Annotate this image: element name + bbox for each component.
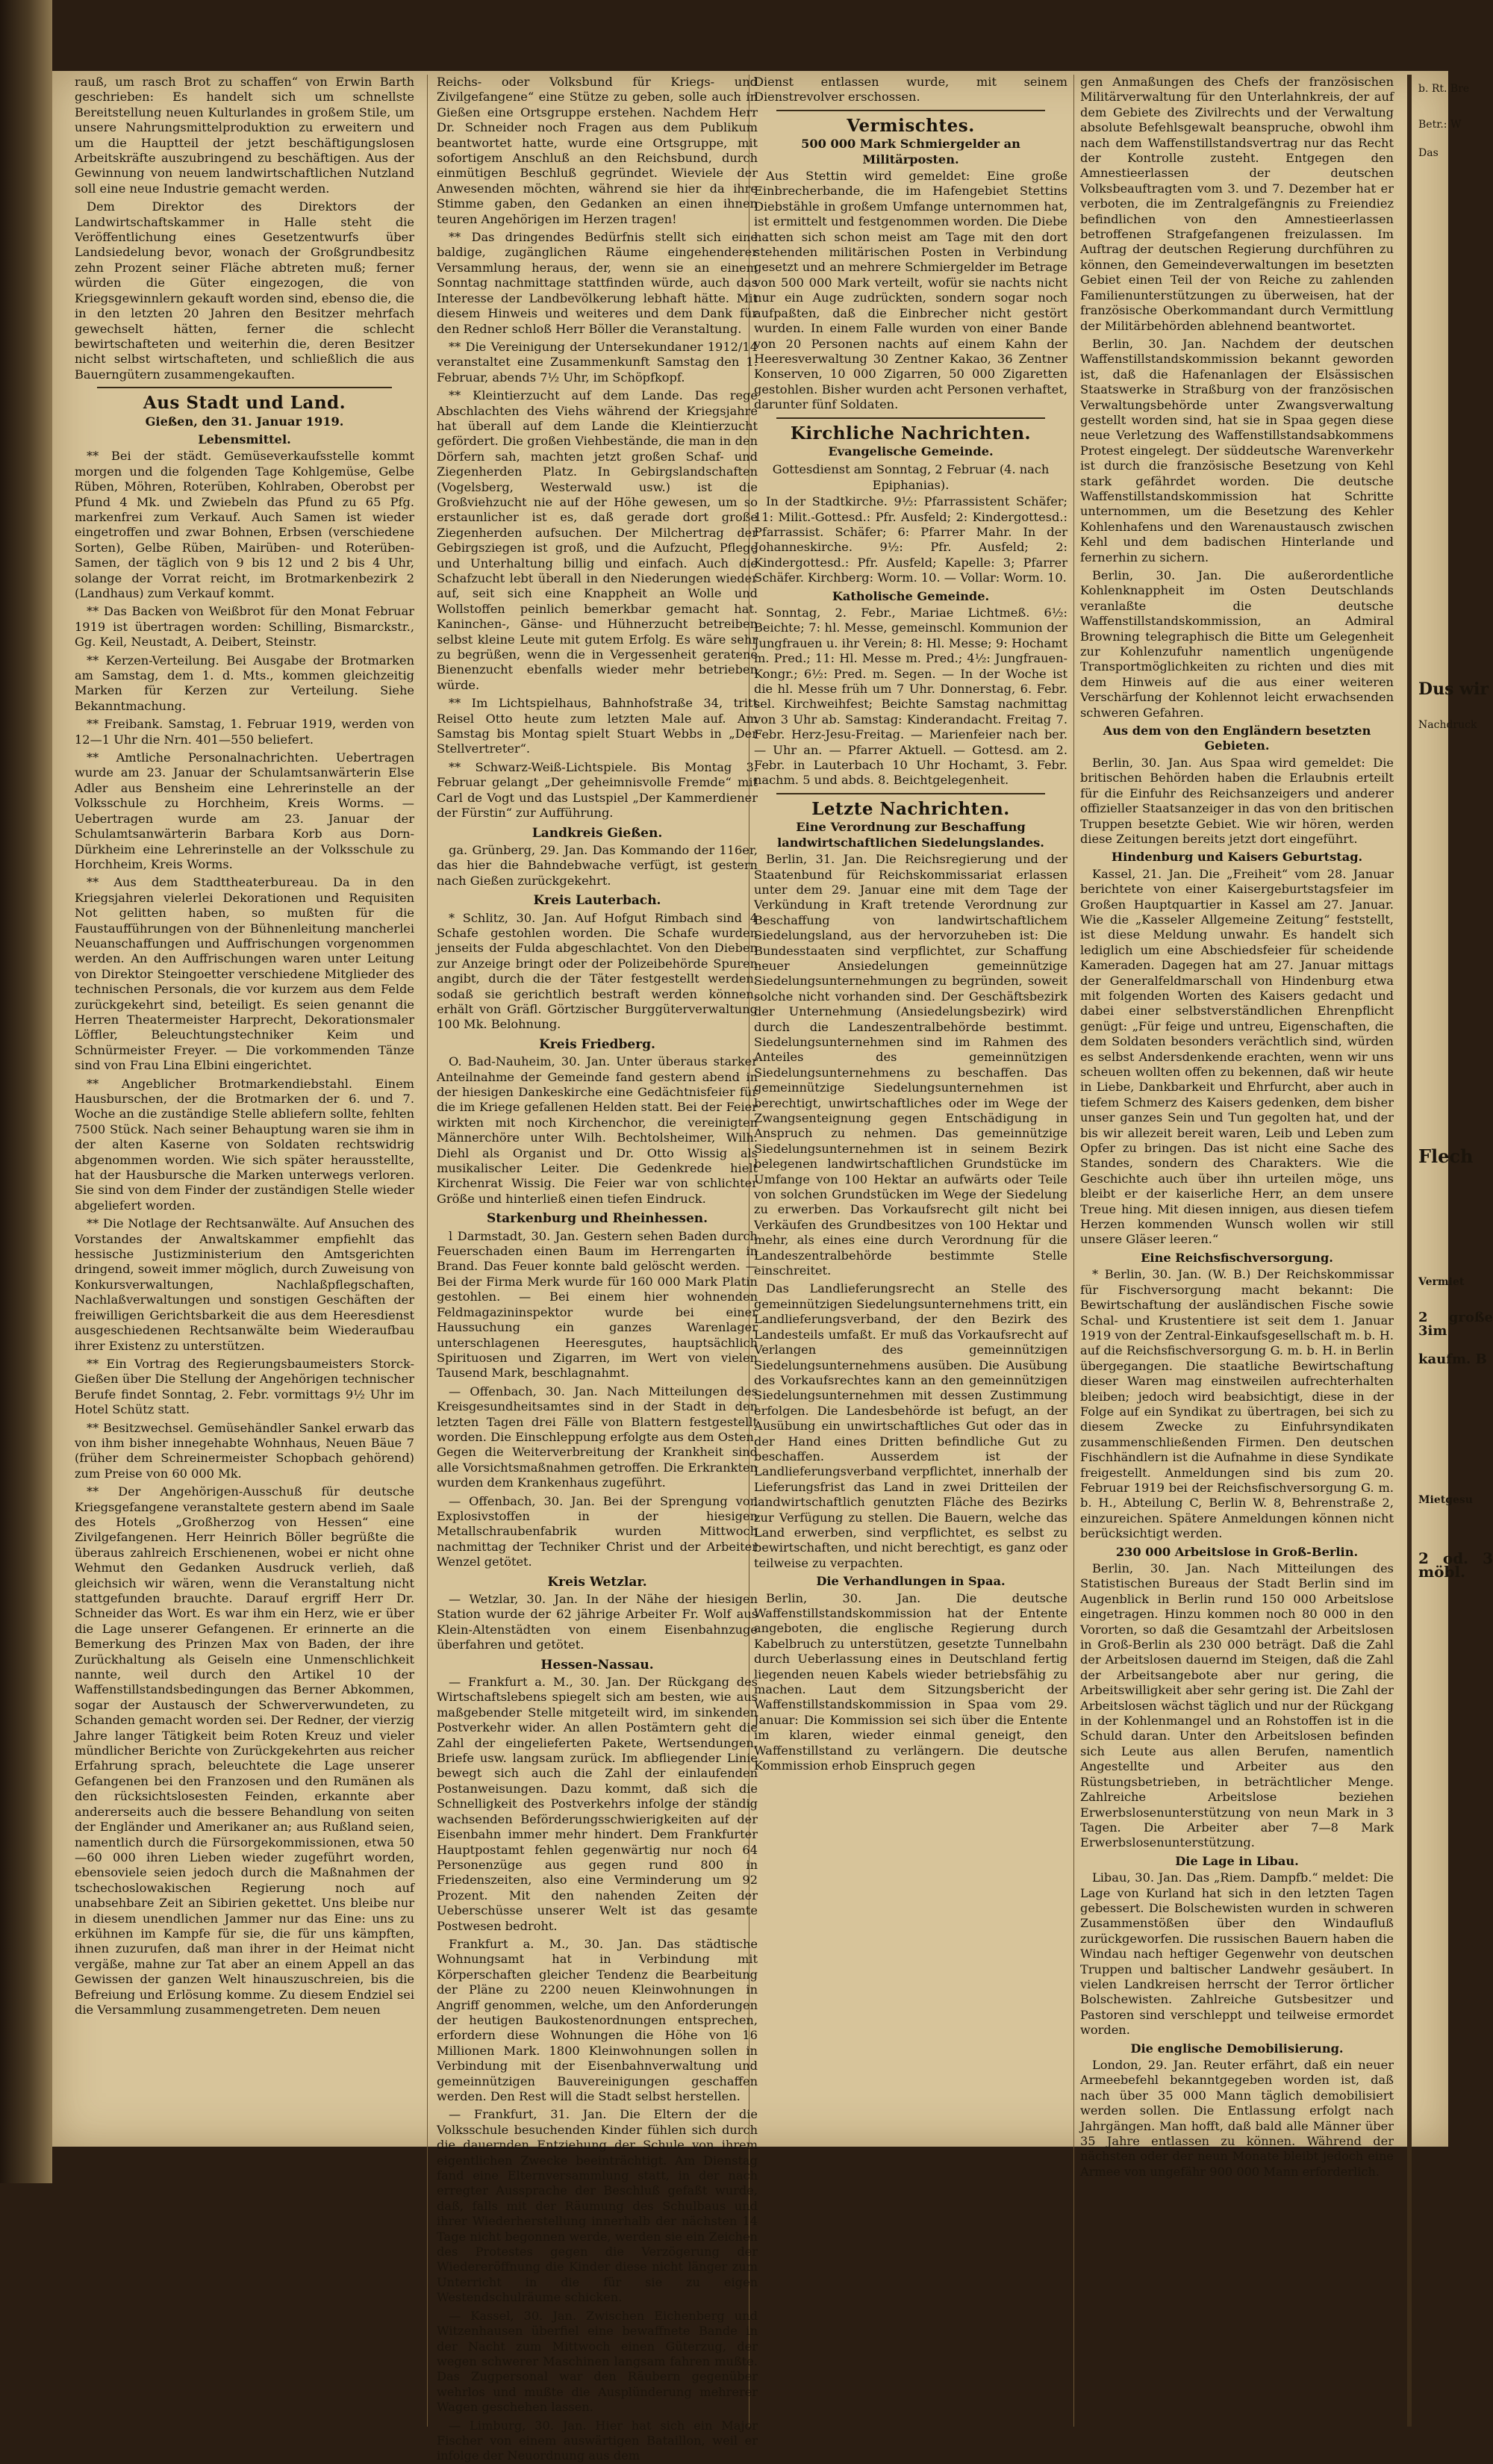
edge-fragment: kaufm. B [1418,1351,1487,1367]
news-item: ** Aus dem Stadttheaterbureau. Da in den Kriegsjahren vielerlei Dekorationen und Requisiten Not gelitten haben, so mußten für die Faustaufführungen von der Bühnenleitung mancherlei Neuanschaffungen und Auffrischungen vorgenommen werden. An den Auffrischungen waren unter Leitung von Direktor Steingoetter verschiedene Mitglieder des technischen Personals, die vor kurzem aus dem Felde zurückgekehrt sind, beteiligt. Es seien genannt die Herren Theatermeister Harprecht, Dekorationsmaler Löffler, Beleuchtungstechniker Keim und Schnürmeister Freyer. — Die vorkommenden Tänze sind von Frau Lina Elbini eingerichtet. [75,875,414,1073]
subheading: Katholische Gemeinde. [832,588,990,603]
edge-fragment: 2 große 3im [1418,1310,1493,1339]
section-heading: Vermischtes. [847,115,975,136]
region-heading: Kreis Wetzlar. [547,1574,647,1590]
news-item: Frankfurt a. M., 30. Jan. Das städtische Wohnungsamt hat in Verbindung mit Körperschaften gleicher Tendenz die Bearbeitung der Pläne zu 2200 neuen Kleinwohnungen in Angriff genommen, welche, um den Anforderungen der heutigen Baukostenordnungen entsprechen, erfordern diese Wohnungen die Höhe von 16 Millionen Mark. 1800 Kleinwohnungen sollen in Verbindung mit der Eisenbahnverwaltung und gemeinnützigen Bauvereinigungen geschaffen werden. Den Rest will die Stadt selbst herstellen. [437,1936,758,2103]
subheading: Aus dem von den Engländern besetzten Gebieten. [1103,724,1371,753]
news-item: ** Im Lichtspielhaus, Bahnhofstraße 34, tritt Reisel Otto heute zum letzten Male auf. Am Samstag bis Montag spielt Stuart Webbs in „Der Stellvertreter“. [437,696,758,756]
edge-fragment: 2 od. 3 möbl. [1418,1549,1493,1581]
region-heading: Landkreis Gießen. [532,825,663,841]
subheading: Die Verhandlungen in Spaa. [816,1574,1006,1589]
news-item: — Limburg, 30. Jan. Hier hat sich ein Major Fischer von einem auswärtigen Bataillon, weil er infolge der Neuordnung aus dem [437,2418,758,2463]
article-text: rauß, um rasch Brot zu schaffen“ von Erwin Barth geschrieben: Es handelt sich um schnellste Bereitstellung neuen Kulturlandes in großem Stile, um unsere Nahrungsmittelproduktion zu erweitern und um die Hauptteil der jetzt beschäftigungslosen Arbeitskräfte auszubringend zu beschäftigen. Aus der Gewinnung von neuem landwirtschaftlichen Nutzland soll eine neue Industrie gemacht werden. [75,75,414,196]
article-text: Dem Direktor des Direktors der Landwirtschaftskammer in Halle steht die Veröffentlichung eines Gesetzentwurfs über Landsiedelung bevor, wonach der Großgrundbesitz zehn Prozent seiner Fläche abtreten muß; ferner würden die Güter eingezogen, die von Kriegsgewinnlern gekauft worden sind, ebenso die, die in den letzten 20 Jahren den Besitzer mehrfach gewechselt hätten, ferner die schlecht bewirtschafteten und weiterhin die, deren Besitzer nicht selbst wirtschafteten, und schließlich die aus Bauerngütern zusammengekauften. [75,199,414,382]
article-text: Reichs- oder Volksbund für Kriegs- und Zivilgefangene“ eine Stütze zu geben, solle auch in Gießen eine Ortsgruppe erstehen. Nachdem Herr Dr. Schneider noch Fragen aus dem Publikum beantwortet hatte, wurde eine Ortsgruppe, mit sofortigem Anschluß an den Reichsbund, durch einmütigen Beschluß gegründet. Wieviele der Anwesenden möchten, während sie hier da ihre Stimme gaben, den Gedanken an einen ihnen teuren Angehörigen im Herzen tragen! [437,75,758,226]
news-item: ** Freibank. Samstag, 1. Februar 1919, werden von 12—1 Uhr die Nrn. 401—550 beliefert. [75,717,414,747]
news-item: — Offenbach, 30. Jan. Nach Mitteilungen des Kreisgesundheitsamtes sind in der Stadt in den letzten Tagen drei Fälle von Blattern festgestellt worden. Die Einschleppung erfolgte aus dem Osten. Gegen die Weiterverbreitung der Krankheit sind alle Vorsichtsmaßnahmen getroffen. Die Erkrankten wurden dem Krankenhaus zugeführt. [437,1384,758,1490]
news-item: — Frankfurt a. M., 30. Jan. Der Rückgang des Wirtschaftslebens spiegelt sich am besten, wie aus maßgebender Stelle mitgeteilt wird, im sinkenden Postverkehr wider. An allen Postämtern geht die Zahl der eingelieferten Pakete, Wertsendungen, Briefe usw. langsam zurück. Im abfliegender Linie bewegt sich auch die Zahl der einlaufenden Postanweisungen. Dazu kommt, daß sich die Schnelligkeit des Postverkehrs infolge der ständig wachsenden Beförderungsschwierigkeiten auf der Eisenbahn immer mehr hindert. Dem Frankfurter Hauptpostamt fehlen gegenwärtig nur noch 64 Personenzüge aus gegen rund 800 in Friedenszeiten, also eine Verminderung um 92 Prozent. Mit den nahenden Zeiten der Ueberschüsse unserer Welt ist das gesamte Postwesen bedroht. [437,1675,758,1933]
region-heading: Hessen-Nassau. [540,1657,654,1673]
edge-fragment: Nachdruck [1418,719,1477,731]
news-item: ** Das dringendes Bedürfnis stellt sich eine baldige, zugänglichen Räume eingehenderer Versammlung heraus, der, wenn sie an einem Sonntag nachmittage stattfinden würde, auch das Interesse der Landbevölkerung lebhaft hätte. Mit diesem Hinweis und weiteres und dem Dank für den Redner schloß Herr Böller die Veranstaltung. [437,230,758,336]
region-heading: Starkenburg und Rheinhessen. [486,1211,708,1227]
column-rule [1073,75,1074,2427]
section-heading: Letzte Nachrichten. [811,798,1010,819]
edge-fragment: Dus wir [1418,679,1489,699]
page-gutter [0,0,52,2183]
news-item: — Kassel, 30. Jan. Zwischen Eichenberg und Witzenhausen überfiel eine bewaffnete Bande in der Nacht zum Mittwoch einen Güterzug, der wegen schwerer Maschinen langsam fahren mußte. Das Zugpersonal war den Räubern gegenüber wehrlos und mußte die Ausplünderung mehrerer Wagen geschehen lassen. [437,2308,758,2415]
subheading: Evangelische Gemeinde. [828,444,994,458]
dateline: Gießen, den 31. Januar 1919. [145,414,344,429]
news-item: ** Kleintierzucht auf dem Lande. Das rege Abschlachten des Viehs während der Kriegsjahre hat überall auf dem Lande die Kleintierzucht gefördert. Die großen Viehbestände, die man in den Dörfern sah, machten jetzt großen Schaf- und Ziegenherden Platz. In Gebirgslandschaften (Vogelsberg, Westerwald usw.) ist die Großviehzucht nie auf der Höhe gewesen, um so erstaunlicher ist es, daß gerade dort große Ziegenherden aufsuchen. Der Milchertrag der Gebirgsziegen ist groß, und die Aufzucht, Pflege und Unterhaltung billig und einfach. Auch die Schafzucht lebt überall in den Niederungen wieder auf, seit sich eine Knappheit an Wolle und Wollstoffen peinlich bemerkbar gemacht hat. Kaninchen-, Gänse- und Hühnerzucht betreiben selbst kleine Leute mit gutem Erfolg. Es wäre sehr zu begrüßen, wenn die in Vergessenheit geratene Bienenzucht ebenfalls wieder mehr betrieben würde. [437,388,758,692]
subheading: Die Lage in Libau. [1175,1853,1299,1868]
news-item: Berlin, 30. Jan. Nach Mitteilungen des Statistischen Bureaus der Stadt Berlin sind im Augenblick in Berlin rund 150 000 Arbeitslose eingetragen. Hinzu kommen noch 80 000 in den Vororten, so daß die Gesamtzahl der Arbeitslosen in Groß-Berlin als 230 000 beträgt. Daß die Zahl der Arbeitslosen dauernd im Steigen, daß die Zahl der Arbeitsangebote aber nur gering, die Arbeitswilligkeit aber sehr gering ist. Die Zahl der Arbeitslosen wächst täglich und nur der Rückgang in der Kohlenmangel und an Rohstoffen ist in die Schuld daran. Unter den Arbeitslosen befinden sich Leute aus allen Berufen, namentlich Angestellte und Arbeiter aus den Rüstungsbetrieben, in beträchtlicher Menge. Zahlreiche Arbeitslose beziehen Erwerbslosenunterstützung von neun Mark in 3 Tagen. Die Arbeiter aber 7—8 Mark Erwerbslosenunterstützung. [1080,1561,1394,1850]
news-item: ** Die Notlage der Rechtsanwälte. Auf Ansuchen des Vorstandes der Anwaltskammer empfiehlt das hessische Justizministerium den Amtsgerichten dringend, soweit immer möglich, durch Zuweisung von Konkursverwaltungen, Nachlaßpflegschaften, Nachlaßverwaltungen und sonstigen Geschäften der freiwilligen Gerichtsbarkeit die aus dem Heeresdienst ausgeschiedenen Rechtsanwälte beim Wiederaufbau ihrer Existenz zu unterstützen. [75,1216,414,1353]
news-item: ** Das Backen von Weißbrot für den Monat Februar 1919 ist übertragen worden: Schilling, Bismarckstr., Gg. Keil, Neustadt, A. Deibert, Steinstr. [75,604,414,650]
news-item: ** Amtliche Personalnachrichten. Uebertragen wurde am 23. Januar der Schulamtsanwärterin Else Adler aus Bensheim eine Lehrerinstelle an der Volksschule zu Horchheim, Kreis Worms. — Uebertragen wurde am 23. Januar der Schulamtsanwärterin Barbara Korb aus Dorn-Dürkheim eine Lehrerinstelle an der Volksschule zu Horchheim, Kreis Worms. [75,750,414,871]
column-3 [754,75,1067,2434]
subheading: Die englische Demobilisierung. [1130,2041,1344,2056]
section-heading: Aus Stadt und Land. [143,393,346,414]
news-item: Libau, 30. Jan. Das „Riem. Dampfb.“ meldet: Die Lage von Kurland hat sich in den letzten Tagen gebessert. Die Bolschewisten wurden in schweren Zusammenstößen über den Windaufluß zurückgeworfen. Die russischen Bauern haben die Windau nach heftiger Gegenwehr von deutschen Truppen und baltischer Landwehr gesäubert. In vielen Landkreisen herrscht der Terror örtlicher Bolschewisten. Zahlreiche Gutsbesitzer und Pastoren sind verschleppt und teilweise ermordet worden. [1080,1870,1394,2038]
edge-fragment: Mietgesu [1418,1494,1473,1506]
news-item: In der Stadtkirche. 9½: Pfarrassistent Schäfer; 11: Milit.-Gottesd.: Pfr. Ausfeld; 2: Kindergottesd.: Pfarrassist. Schäfer; 6: Pfarrer Mahr. In der Johanneskirche. 9½: Pfr. Ausfeld; 2: Kindergottesd.: Pfr. Ausfeld; Kapelle: 3; Pfarrer Schäfer. Kirchberg: Worm. 10. — Vollar: Worm. 10. [754,494,1067,585]
news-item: Kassel, 21. Jan. Die „Freiheit“ vom 28. Januar berichtete von einer Kaisergeburtstagsfeier im Großen Hauptquartier in Kassel am 27. Januar. Wie die „Kasseler Allgemeine Zeitung“ feststellt, ist diese Meldung unwahr. Es handelt sich lediglich um eine Abschiedsfeier für scheidende Kameraden. Dagegen hat am 27. Januar mittags der Generalfeldmarschall von Hindenburg etwa mit folgenden Worten des Kaisers gedacht und dabei einer selbstverständlichen Ehrenpflicht genügt: „Für feige und untreu, Eigenschaften, die dem Soldaten besonders verächtlich sind, würden es selbst Andersdenkende erachten, wenn wir uns scheuen wollten offen zu bekennen, daß wir heute in Liebe, Dankbarkeit und Ehrfurcht, aber auch in tiefem Schmerz des Kaisers gedenken, dem bisher unser ganzes Sein und Tun gegolten hat, und der bis wir allezeit bereit waren, Leib und Leben zum Opfer zu bringen. Das ist nicht eine Sache des Standes, sondern des Charakters. Wie die Geschichte auch über ihn urteilen möge, uns bleibt er der kaiserliche Herr, an dem unsere Treue hing. Mit diesen innigen, aus diesen tiefem Herzen kommenden Wunsch wollen wir still unsere Gläser leeren.“ [1080,866,1394,1247]
news-item: — Frankfurt, 31. Jan. Die Eltern der die Volksschule besuchenden Kinder fühlen sich durch die dauernden Entziehung der Schule von ihrem eigentlichen Zwecke beeinträchtigt. Am Dienstag fand eine Elternversammlung statt, in der nach erregter Aussprache der Beschluß gefaßt wurde, daß, falls mit der Räumung des Schulbaus und ihrer Wiederherstellung innerhalb der nächsten 14 Tage nicht begonnen werde, werden sie ein Zeichen des Protestes gegen die Verzögerung der Wiedereröffnung die Kinder diese nicht länger zum Unterricht in die für sie zu eigen Westendschulräume schicken. [437,2107,758,2305]
news-item: ** Der Angehörigen-Ausschuß für deutsche Kriegsgefangene veranstaltete gestern abend im Saale des Hotels „Großherzog von Hessen“ eine Zivilgefangenen. Herr Heinrich Böller begrüßte die überaus zahlreich Erschienenen, wobei er nicht ohne Wehmut den Gedanken Ausdruck verlieh, daß gleichsich wir wären, wenn die Veranstaltung nicht stattgefunden brauchte. Darauf ergriff Herr Dr. Schneider das Wort. Es war ihm ein Herz, wie er über die Lage unserer Gefangenen. Er erinnerte an die Bemerkung des Prinzen Max von Baden, der ihre Zurückhaltung als Geiseln eine Unmenschlichkeit nannte, weil durch den Artikel 10 der Waffenstillstandsbedingungen das Berner Abkommen, sogar der Austausch der Schwerverwundeten, zu Schanden gemacht worden sei. Der Redner, der vierzig Jahre langer Tätigkeit beim Roten Kreuz und vieler mündlicher Berichte von Zurückgekehrten aus reicher Erfahrung sprach, beleuchtete die Lage unserer Gefangenen bei den Franzosen und den Rumänen als den rücksichtslosesten Feinden, erkannte aber andererseits auch die bessere Behandlung von seiten der Engländer und Amerikaner an; aus Rußland seien, namentlich durch die Fürsorgekommissionen, etwa 50—60 000 ihren Lieben wieder zugeführt worden, ebensoviele seien jedoch durch die Maßnahmen der tschechoslowakischen Regierung noch auf unabsehbare Zeit an Sibirien gekettet. Uns bleibe nur in diesem unendlichen Jammer nur das Eine: uns zu erkühnen im Kampfe für sie, die für uns kämpften, ihnen zuzurufen, daß man ihrer in der Heimat nicht vergäße, mahne zur Tat aber an einem Appell an das Gewissen der ganzen Welt hinauszuschreien, bis die Befreiung und Erlösung komme. Zu diesem Endziel sei die Versammlung zusammengetreten. Dem neuen [75,1484,414,2017]
section-divider [776,110,1045,111]
subheading: Hindenburg und Kaisers Geburtstag. [1111,850,1363,865]
news-item: Berlin, 30. Jan. Nachdem der deutschen Waffenstillstandskommission bekannt geworden ist, daß die Hafenanlagen der Elsässischen Staatswerke in Straßburg von der französischen Verwaltungsbehörde unter Zwangsverwaltung gestellt worden sind, hat sie in Spaa gegen diese neue Verletzung des Waffenstillstandsabkommens Protest eingelegt. Der süddeutsche Warenverkehr ist durch die französische Besetzung von Kehl stark gefährdet worden. Die deutsche Waffenstillstandskommission hat Schritte unternommen, um die Besetzung des Kehler Kohlenhafens und den Warenaustausch zwischen Kehl und dem badischen Hinterlande und fernerhin zu sichern. [1080,336,1394,564]
news-item: London, 29. Jan. Reuter erfährt, daß ein neuer Armeebefehl bekanntgegeben worden ist, daß nach über 35 000 Mann täglich demobilisiert werden sollen. Die Entlassung erfolgt nach Jahrgängen. Man hofft, daß bald alle Männer über 35 Jahre entlassen zu können. Während der nächsten oder der neun Monate bleibt jedoch eine Armee von ungefähr 900 000 Mann erforderlich. [1080,2058,1394,2179]
column-1 [75,75,414,2434]
news-item: l Darmstadt, 30. Jan. Gestern sehen Baden durch Feuerschaden einen Baum im Herrengarten in Brand. Das Feuer konnte bald gelöscht werden. — Bei der Firma Merk wurde für 160 000 Mark Platin gestohlen. — Bei einem hier wohnenden Feldmagazininspektor wurde bei einer Haussuchung ein ganzes Warenlager unterschlagenen Heeresgutes, hauptsächlich Spirituosen und Zigarren, im Wert von vielen Tausend Mark, beschlagnahmt. [437,1228,758,1381]
article-text: gen Anmaßungen des Chefs der französischen Militärverwaltung für den Unterlahnkreis, der auf dem Gebiete des Zivilrechts und der Verwaltung absolute Befehlsgewalt beanspruche, obwohl ihm nach dem Waffenstillstandsvertrag nur das Recht der Kontrolle zusteht. Entgegen den Amnestieerlassen der deutschen Volksbeauftragten vom 3. und 7. Dezember hat er verboten, die im Zentralgefängnis zu Freiendiez befindlichen von den Amnestieerlassen betroffenen Strafgefangenen freizulassen. Im Auftrag der deutschen Regierung durchführen zu können, den Gemeindeverwaltungen im besetzten Gebiet einen Teil der von Reiche zu zahlenden Familienunterstützungen zu überweisen, hat der französische Oberkommandant durch Vermittlung der Militärbehörden ablehnend beantwortet. [1080,75,1394,333]
subheading: Eine Reichsfischversorgung. [1141,1250,1333,1265]
subheading: 500 000 Mark Schmiergelder an Militärposten. [801,137,1020,167]
news-item: Aus Stettin wird gemeldet: Eine große Einbrecherbande, die im Hafengebiet Stettins Diebstähle in großem Umfange unternommen hat, ist ermittelt und festgenommen worden. Die Diebe hatten sich schon meist am Tage mit den dort stehenden militärischen Posten in Verbindung gesetzt und an mehrere Schmiergelder im Betrage von 500 000 Mark verteilt, wofür sie nachts nicht nur ein Auge zudrückten, sondern sogar noch aufpaßten, daß die Einbrecher nicht gestört wurden. In einem Falle wurden von einer Bande von 20 Personen nachts auf einem Kahn der Heeresverwaltung 30 Zentner Kakao, 36 Zentner Konserven, 10 000 Zigarren, 50 000 Zigaretten gestohlen. Bisher wurden acht Personen verhaftet, darunter fünf Soldaten. [754,169,1067,412]
section-divider [776,417,1045,419]
region-heading: Kreis Friedberg. [539,1036,655,1052]
article-text: Dienst entlassen wurde, mit seinem Dienstrevolver erschossen. [754,75,1067,105]
column-4 [1080,75,1394,2434]
news-item: ** Angeblicher Brotmarkendiebstahl. Einem Hausburschen, der die Brotmarken der 6. und 7. Woche an die zuständige Stelle abliefern sollte, fehlten 7500 Stück. Nach seiner Behauptung waren sie ihm in der alten Kaserne von Soldaten rechtswidrig abgenommen worden. Wie sich später herausstellte, hat der Hausbursche die Marken unterwegs verloren. Sie sind von dem Finder der zuständigen Stelle wieder abgeliefert worden. [75,1076,414,1213]
news-item: Das Landlieferungsrecht an Stelle des gemeinnützigen Siedelungsunternehmens tritt, ein Landlieferungsverband, der den Bezirk des Landesteils umfaßt. Er muß das Vorkaufsrecht auf Verlangen des gemeinnützigen Siedelungsunternehmens ausüben. Die Ausübung des Vorkaufsrechtes kann an den gemeinnützigen Siedelungsunternehmen mit dessen Zustimmung erfolgen. Die Landesbehörde ist befugt, an der Ausübung ein unwirtschaftliches Gut oder das in der Hand eines Dritten befindliche Gut zu beschaffen. Ausserdem ist der Landlieferungsverband verpflichtet, innerhalb der Lieferungsfrist das Land in zwei Dritteilen der landwirtschaftlich genutzten Fläche des Bezirks zur Verfügung zu stellen. Die Bauern, welche das Land erwerben, sind verpflichtet, es selbst zu bewirtschaften, und nicht berechtigt, es ganz oder teilweise zu verpachten. [754,1281,1067,1570]
news-item: O. Bad-Nauheim, 30. Jan. Unter überaus starker Anteilnahme der Gemeinde fand gestern abend in der hiesigen Dankeskirche eine Gedächtnisfeier für die im Kriege gefallenen Helden statt. Bei der Feier wirkten mit noch Kirchenchor, die vereinigten Männerchöre unter Wilh. Bechtolsheimer, Wilh. Diehl als Organist und Dr. Otto Wissig als musikalischer Leiter. Die Gedenkrede hielt Kirchenrat Wissig. Die Feier war von schlichter Größe und hinterließ einen tiefen Eindruck. [437,1054,758,1206]
news-item: Berlin, 30. Jan. Die deutsche Waffenstillstandskommission hat der Entente angeboten, die englische Regierung durch Kabelbruch zu unterstützen, gesetzte Tunnelbahn durch Ueberlassung eines in Deutschland fertig liegenden neuen Kabels wieder betriebsfähig zu machen. Laut dem Sitzungsbericht der Waffenstillstandskommission in Spaa vom 29. Januar: Die Kommission sei sich über die Entente im klaren, wieder einmal geneigt, den Waffenstillstand zu verlängern. Die deutsche Kommission erhob Einspruch gegen [754,1590,1067,1773]
service-info: Gottesdienst am Sonntag, 2 Februar (4. nach Epiphanias). [772,462,1050,492]
section-divider [776,793,1045,794]
section-heading: Kirchliche Nachrichten. [790,423,1032,444]
edge-fragment: Das [1418,147,1439,159]
news-item: * Berlin, 30. Jan. (W. B.) Der Reichskommissar für Fischversorgung macht bekannt: Die Bewirtschaftung der ausländischen Fische sowie Schal- und Krustentiere ist seit dem 1. Januar 1919 von der Zentral-Einkaufsgesellschaft m. b. H. auf die Reichsfischversorgung G. m. b. H. in Berlin übergegangen. Die staatliche Bewirtschaftung dieser Waren mag einstweilen aufrechterhalten bleiben; jedoch wird beabsichtigt, diese in der Folge auf ein Syndikat zu übertragen, bei sich zu diesem Zwecke zu Einfuhrsyndikaten zusammenschließenden Firmen. Den deutschen Fischhändlern ist die Aufnahme in diese Syndikate freigestellt. Anmeldungen sind bis zum 20. Februar 1919 bei der Reichsfischversorgung G. m. b. H., Abteilung C, Berlin W. 8, Behrenstraße 2, einzureichen. Spätere Anmeldungen können nicht berücksichtigt werden. [1080,1267,1394,1541]
news-item: Berlin, 31. Jan. Die Reichsregierung und der Staatenbund für Reichskommissariat erlassen unter dem 29. Januar eine mit dem Tage der Verkündung in Kraft tretende Verordnung zur Beschaffung von landwirtschaftlichem Siedelungsland, aus der hervorzuheben ist: Die Bundesstaaten sind verpflichtet, zur Schaffung neuer Ansiedelungen gemeinnützige Siedelungsunternehmungen zu begründen, soweit solche nicht vorhanden sind. Der Geschäftsbezirk der Unternehmung (Ansiedelungsbezirk) wird durch die Landeszentralbehörde bestimmt. Siedelungsunternehmen sind im Rahmen des Anteiles des gemeinnützigen Siedelungsunternehmens zu beschaffen. Das gemeinnützige Siedelungsunternehmen ist berechtigt, unwirtschaftliches oder im Wege der Zwangsenteignung gegen Entschädigung in Anspruch zu nehmen. Das gemeinnützige Siedelungsunternehmen ist in seinem Bezirk belegenen landwirtschaftlichen Grundstücke im Umfange von 100 Hektar an aufwärts oder Teile von solchen Grundstücken im Wege der Siedelung zu erwerben. Das Vorkaufsrecht gilt nicht bei Verkäufen des Grundbesitzes von 100 Hektar und mehr, als eines eine durch Verordnung für die Landeszentralbehörde bestimmte Stelle einschreitet. [754,852,1067,1278]
news-item: ** Kerzen-Verteilung. Bei Ausgabe der Brotmarken am Samstag, dem 1. d. Mts., kommen gleichzeitig Marken für Kerzen zur Verteilung. Siehe Bekanntmachung. [75,653,414,713]
news-item: ** Schwarz-Weiß-Lichtspiele. Bis Montag 3. Februar gelangt „Der geheimnisvolle Fremde“ mit Carl de Vogt und das Lustspiel „Der Kammerdiener der Fürstin“ zur Aufführung. [437,759,758,821]
scan-background-top [0,0,1493,71]
region-heading: Kreis Lauterbach. [533,893,661,909]
news-item: Berlin, 30. Jan. Aus Spaa wird gemeldet: Die britischen Behörden haben die Erlaubnis erteilt für die Einfuhr des Reichsanzeigers und anderer offizieller Staatsanzeiger in das von den britischen Truppen besetzte Gebiet. Wie wir hören, werden diese Zeitungen bereits jetzt dort eingeführt. [1080,755,1394,846]
news-item: ** Bei der städt. Gemüseverkaufsstelle kommt morgen und die folgenden Tage Kohlgemüse, Gelbe Rüben, Möhren, Roterüben, Kohlraben, Oberobst per Pfund 4 Mk. und Zwiebeln das Pfund zu 65 Pfg. markenfrei zum Verkauf. Auch Samen ist wieder eingetroffen und zwar Bohnen, Erbsen (verschiedene Sorten), Gelbe Rüben, Mairüben- und Roterüben-Samen, der täglich von 9 bis 12 und 2 bis 4 Uhr, solange der Vorrat reicht, im Brotmarkenbezirk 2 (Landhaus) zum Verkauf kommt. [75,449,414,600]
column-rule [427,75,428,2427]
page-fold [1407,75,1412,2427]
news-item: ** Die Vereinigung der Untersekundaner 1912/14 veranstaltet eine Zusammenkunft Samstag den 1. Februar, abends 7½ Uhr, im Schöpfkopf. [437,339,758,385]
column-2 [437,75,758,2463]
edge-fragment: Vermiet [1418,1276,1465,1288]
subheading: Lebensmittel. [198,432,291,447]
section-divider [97,387,392,388]
subheading: Eine Verordnung zur Beschaffung landwirtschaftlichen Siedelungslandes. [777,820,1044,850]
subheading: 230 000 Arbeitslose in Groß-Berlin. [1115,1544,1359,1559]
news-item: — Offenbach, 30. Jan. Bei der Sprengung von Explosivstoffen in der hiesigen Metallschraubenfabrik wurden Mittwoch nachmittag der Techniker Christ und der Arbeiter Wenzel getötet. [437,1493,758,1569]
news-item: ** Besitzwechsel. Gemüsehändler Sankel erwarb das von ihm bisher innegehabte Wohnhaus, Neuen Bäue 7 (früher dem Schreinermeister Schopbach gehörend) zum Preise von 60 000 Mk. [75,1420,414,1481]
adjacent-page-edge [1418,75,1493,2434]
news-item: * Schlitz, 30. Jan. Auf Hofgut Rimbach sind 4 Schafe gestohlen worden. Die Schafe wurden jenseits der Fulda abgeschlachtet. Von den Dieben zur Anzeige bringt oder der Polizeibehörde Spuren angibt, durch die der Täter festgestellt werden, sodaß sie gerichtlich bestraft werden können, erhält von Gräfl. Görtzischer Burggüterverwaltung 100 Mk. Belohnung. [437,910,758,1032]
edge-fragment: Flech [1418,1145,1474,1167]
news-item: ga. Grünberg, 29. Jan. Das Kommando der 116er, das hier die Bahndebwache verfügt, ist gestern nach Gießen zurückgekehrt. [437,842,758,888]
news-item: Sonntag, 2. Febr., Mariae Lichtmeß. 6½: Beichte; 7: hl. Messe, gemeinschl. Kommunion der Jungfrauen u. ihr Verein; 8: Hl. Messe; 9: Hochamt m. Pred.; 11: Hl. Messe m. Pred.; 4½: Jungfrauen-Kongr.; 6½: Pred. m. Segen. — In der Woche ist die hl. Messe früh um 7 Uhr. Donnerstag, 6. Febr. sel. Kirchweihfest; Beichte Samstag nachmittag von 3 Uhr ab. Samstag: Kinderandacht. Freitag 7. Febr. Herz-Jesu-Freitag. — Marienfeier nach ber. — Uhr an. — Pfarrer Aktuell. — Gottesd. am 2. Febr. in Lauterbach 10 Uhr Hochamt, 3. Febr. nachm. 5 und abds. 8. Beichtgelegenheit. [754,606,1067,788]
news-item: ** Ein Vortrag des Regierungsbaumeisters Storck-Gießen über Die Stellung der Angehörigen technischer Berufe findet Sonntag, 2. Febr. vormittags 9½ Uhr im Hotel Schütz statt. [75,1356,414,1417]
edge-fragment: Betr.: W [1418,119,1462,131]
edge-fragment: b. Rt. Bre [1418,83,1470,95]
news-item: Berlin, 30. Jan. Die außerordentliche Kohlenknappheit im Osten Deutschlands veranlaßte die deutsche Waffenstillstandskommission, an Admiral Browning telegraphisch die Bitte um Gelegenheit zur Kohlenzufuhr namentlich ungenügende Transportmöglichkeiten zu richten und dies mit dem Hinweis auf die aus einer weiteren Verschärfung der Kohlennot leicht erwachsenden schweren Gefahren. [1080,568,1394,720]
news-item: — Wetzlar, 30. Jan. In der Nähe der hiesigen Station wurde der 62 jährige Arbeiter Fr. Wolf aus Klein-Altenstädten von einem Eisenbahnzuge überfahren und getötet. [437,1592,758,1652]
